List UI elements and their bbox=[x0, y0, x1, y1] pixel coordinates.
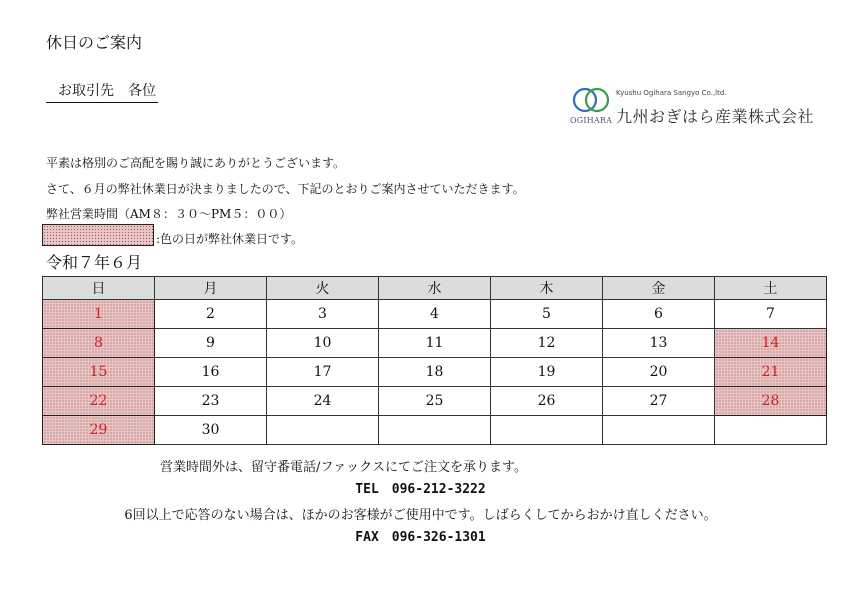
calendar-day: 2 bbox=[155, 300, 267, 329]
calendar-day: 6 bbox=[603, 300, 715, 329]
telephone-number: TEL 096-212-3222 bbox=[355, 482, 486, 497]
holiday-legend-swatch bbox=[42, 224, 154, 246]
page-title: 休日のご案内 bbox=[46, 33, 143, 52]
weekday-header: 月 bbox=[155, 277, 267, 300]
weekday-header: 金 bbox=[603, 277, 715, 300]
business-hours-line: 弊社営業時間（AM８：３０～PM５：００） bbox=[46, 207, 292, 221]
calendar-day: 14 bbox=[715, 329, 827, 358]
ogihara-logo-icon bbox=[570, 86, 614, 116]
calendar-day: 1 bbox=[43, 300, 155, 329]
calendar-day: 7 bbox=[715, 300, 827, 329]
calendar-day bbox=[379, 416, 491, 445]
calendar-day: 26 bbox=[491, 387, 603, 416]
calendar-day: 13 bbox=[603, 329, 715, 358]
calendar-day: 12 bbox=[491, 329, 603, 358]
calendar-day: 20 bbox=[603, 358, 715, 387]
calendar-day bbox=[603, 416, 715, 445]
calendar-day: 5 bbox=[491, 300, 603, 329]
fax-number: FAX 096-326-1301 bbox=[355, 530, 486, 545]
holiday-legend-text: :色の日が弊社休業日です。 bbox=[156, 232, 304, 246]
weekday-header-row bbox=[43, 277, 827, 300]
holiday-calendar bbox=[42, 276, 827, 445]
calendar-day: 15 bbox=[43, 358, 155, 387]
calendar-week-row bbox=[43, 387, 827, 416]
calendar-day: 30 bbox=[155, 416, 267, 445]
after-hours-notice: 営業時間外は、留守番電話/ファックスにてご注文を承ります。 bbox=[160, 460, 527, 475]
weekday-header: 木 bbox=[491, 277, 603, 300]
calendar-week-row bbox=[43, 300, 827, 329]
calendar-day: 16 bbox=[155, 358, 267, 387]
calendar-day: 17 bbox=[267, 358, 379, 387]
calendar-day: 8 bbox=[43, 329, 155, 358]
logo-japanese-name: 九州おぎはら産業株式会社 bbox=[616, 107, 815, 126]
calendar-day: 29 bbox=[43, 416, 155, 445]
month-label: 令和７年６月 bbox=[46, 253, 143, 272]
calendar-day: 9 bbox=[155, 329, 267, 358]
calendar-day: 19 bbox=[491, 358, 603, 387]
calendar-day: 10 bbox=[267, 329, 379, 358]
calendar-day bbox=[491, 416, 603, 445]
calendar-day: 27 bbox=[603, 387, 715, 416]
calendar-week-row bbox=[43, 358, 827, 387]
calendar-day: 24 bbox=[267, 387, 379, 416]
weekday-header: 水 bbox=[379, 277, 491, 300]
calendar-day: 11 bbox=[379, 329, 491, 358]
calendar-week-row bbox=[43, 329, 827, 358]
calendar-day: 4 bbox=[379, 300, 491, 329]
calendar-day: 22 bbox=[43, 387, 155, 416]
calendar-day bbox=[715, 416, 827, 445]
busy-line-notice: 6回以上で応答のない場合は、ほかのお客様がご使用中です。しばらくしてからおかけ直しください。 bbox=[124, 508, 717, 523]
greeting-line: 平素は格別のご高配を賜り誠にありがとうございます。 bbox=[46, 156, 346, 170]
calendar-day: 21 bbox=[715, 358, 827, 387]
calendar-week-row bbox=[43, 416, 827, 445]
calendar-day: 28 bbox=[715, 387, 827, 416]
logo-brand-text: OGIHARA bbox=[570, 116, 613, 125]
calendar-day: 18 bbox=[379, 358, 491, 387]
weekday-header: 日 bbox=[43, 277, 155, 300]
calendar-day bbox=[267, 416, 379, 445]
logo-english-name: Kyushu Ogihara Sangyo Co.,ltd. bbox=[616, 89, 727, 97]
calendar-day: 23 bbox=[155, 387, 267, 416]
weekday-header: 火 bbox=[267, 277, 379, 300]
announcement-line: さて、６月の弊社休業日が決まりましたので、下記のとおりご案内させていただきます。 bbox=[46, 182, 525, 196]
calendar-day: 3 bbox=[267, 300, 379, 329]
recipient-line: お取引先 各位 bbox=[46, 80, 158, 103]
weekday-header: 土 bbox=[715, 277, 827, 300]
calendar-day: 25 bbox=[379, 387, 491, 416]
company-logo bbox=[570, 86, 820, 130]
